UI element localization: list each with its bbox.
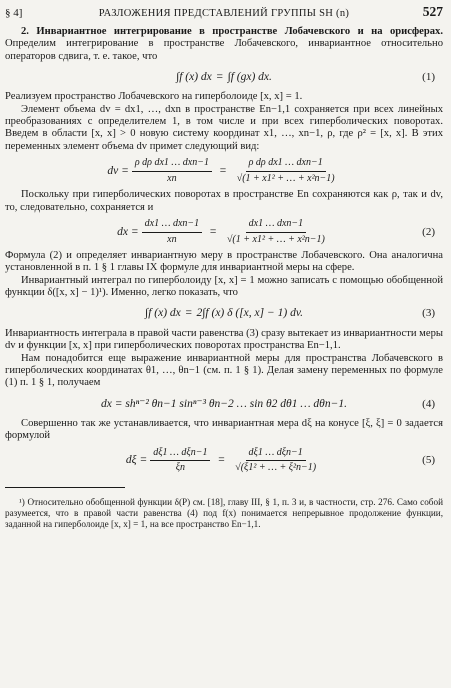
paragraph: Совершенно так же устанавливается, что инвариантная мера dξ на конусе [ξ, ξ] = 0 задается формулой — [5, 417, 443, 442]
fraction: $\frac{\text{dx1 … dxn−1}}{xn}$ — [142, 218, 203, 246]
equation-dv: dv = $\frac{\text{ρ dρ dx1 … dxn−1}}{xn}$ = $\frac{\text{ρ dρ dx1 … dxn−1}}{\text{√(1 + x1² + … + x²n−1)}}$ — [5, 153, 443, 189]
equation-5: dξ = $\frac{\text{dξ1 … dξn−1}}{\xi n}$ = $\frac{\text{dξ1 … dξn−1}}{\text{√(ξ1² + … + ξ²n−1)}}$ (5) — [125, 446, 435, 474]
paragraph: Поскольку при гиперболических поворотах в пространстве En сохраняются как ρ, так и dv, то, следовательно, сохраняется и — [5, 189, 443, 213]
equation-label: (2) — [422, 225, 435, 238]
paragraph: Инвариантный интеграл по гиперболоиду [x, x] = 1 можно записать с помощью обобщенной функции δ([x, x] − 1)¹). Именно, легко показать, что — [5, 274, 443, 299]
fraction: $\frac{\text{ρ dρ dx1 … dxn−1}}{xn}$ — [132, 157, 212, 185]
footnote-divider — [5, 487, 125, 488]
running-title: РАЗЛОЖЕНИЯ ПРЕДСТАВЛЕНИЙ ГРУППЫ SH (n) — [98, 8, 350, 19]
paragraph: 2. Инвариантное интегрирование в пространстве Лобачевского и на орисферах. Определим интегрирование в пространстве Лобачевского, инвариантное относительно операторов сдвига, т. е. такое, что — [5, 26, 443, 62]
paragraph: Нам понадобится еще выражение инвариантной меры для пространства Лобачевского в гиперболических координатах θ1, …, θn−1 (см. п. 1 § 1). Делая замену переменных по формуле (1) п. 1 § 1, получаем — [5, 352, 443, 389]
section-marker: § 4] — [5, 7, 23, 19]
fraction: $\frac{\text{dx1 … dxn−1}}{\text{√(1 + x1² + … + x²n−1)}}$ — [226, 218, 325, 245]
equation-1: ∫f (x) dx = ∫f (gx) dx. (1) — [176, 71, 435, 84]
page-number: 527 — [422, 4, 443, 19]
fraction: $\frac{\text{dξ1 … dξn−1}}{\xi n}$ — [150, 447, 210, 475]
paragraph: Формула (2) и определяет инвариантную меру в пространстве Лобачевского. Она аналогична установленной в п. 1 § 1 главы IX формуле для инвариантной меры на сфере. — [5, 250, 443, 274]
equation-3: ∫f (x) dx = 2∫f (x) δ ([x, x] − 1) dv. (3) — [145, 307, 435, 320]
running-head — [5, 0, 443, 26]
fraction: $\frac{\text{dξ1 … dξn−1}}{\text{√(ξ1² + … + ξ²n−1)}}$ — [235, 446, 317, 474]
paragraph: Элемент объема dv = dx1, …, dxn в пространстве En−1,1 сохраняется при всех линейных преобразованиях с определителем 1, в том числе и при всех гиперболических поворотах. Введем в области [x, x] > 0 новую систему координат x1, …, xn−1, ρ, где ρ² = [x, x]. В этих переменных элемент объема dv примет следующий вид: — [5, 103, 443, 152]
body-text — [5, 26, 443, 479]
footnote: ¹) Относительно обобщенной функции δ(P) см. [18], главу III, § 1, п. 3 и, в частности, стр. 276. Само собой разумеется, что в правой части равенства (4) под f(x) понимается непрерывное продолжение функции, заданной на гиперболоиде [x, x] = 1, на все пространство En−1,1. — [5, 496, 443, 529]
paragraph: Инвариантность интеграла в правой части равенства (3) сразу вытекает из инвариантности меры dv и функции [x, x] при гиперболических поворотах пространства En−1,1. — [5, 327, 443, 352]
section-heading: 2. Инвариантное интегрирование в пространстве Лобачевского и на орисферах. — [21, 26, 443, 37]
equation-label: (3) — [422, 307, 435, 320]
equation-label: (4) — [422, 397, 435, 410]
equation-label: (5) — [422, 454, 435, 467]
equation-2: dx = $\frac{\text{dx1 … dxn−1}}{xn}$ = $\frac{\text{dx1 … dxn−1}}{\text{√(1 + x1² + … + x²n−1)}}$ (2) — [117, 218, 435, 245]
fraction: $\frac{\text{ρ dρ dx1 … dxn−1}}{\text{√(1 + x1² + … + x²n−1)}}$ — [236, 157, 335, 184]
equation-4: dx = shⁿ⁻² θn−1 sinⁿ⁻³ θn−2 … sin θ2 dθ1 … dθn−1. (4) — [101, 397, 435, 410]
paragraph: Реализуем пространство Лобачевского на гиперболоиде [x, x] = 1. — [5, 91, 303, 103]
equation-label: (1) — [422, 71, 435, 84]
